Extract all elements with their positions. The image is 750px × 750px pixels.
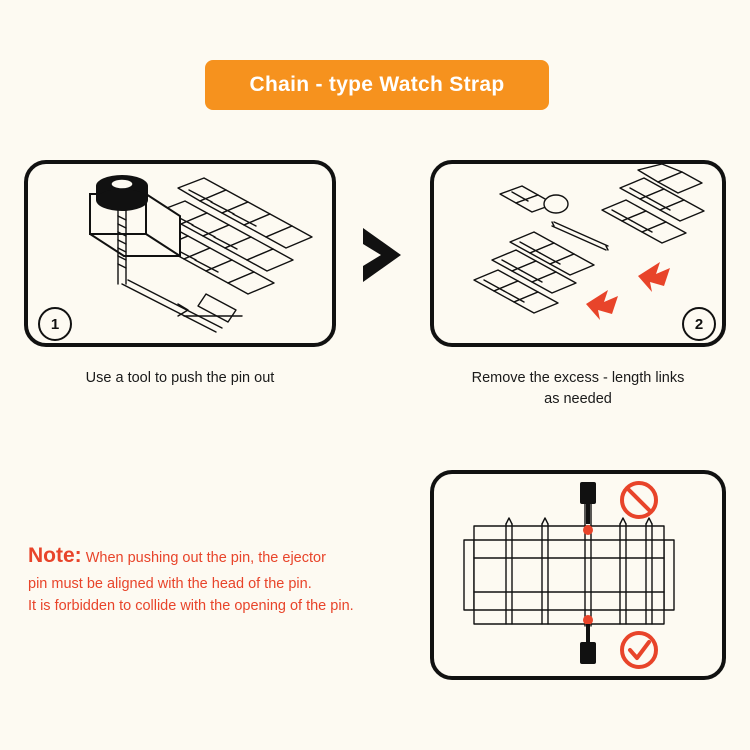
note-lead: Note:	[28, 544, 82, 567]
note-block	[28, 540, 408, 617]
step-2-number: 2	[694, 315, 704, 333]
note-line-1: When pushing out the pin, the ejector	[85, 550, 326, 566]
note-line-3: It is forbidden to collide with the opening of the pin.	[28, 598, 354, 615]
step-1-number: 1	[50, 315, 60, 333]
separation-arrow-icon	[586, 290, 618, 320]
step-2-number-badge	[682, 307, 716, 341]
check-circle-icon	[622, 633, 656, 667]
note-line-2: pin must be aligned with the head of the pin.	[28, 575, 312, 592]
wrong-contact-point	[583, 525, 593, 535]
step-1-illustration	[28, 164, 332, 343]
page-title-badge	[205, 60, 549, 110]
step-2-caption	[424, 368, 732, 410]
correct-contact-point	[583, 615, 593, 625]
step-2-panel	[430, 160, 726, 347]
pin-alignment-detail-panel	[430, 470, 726, 680]
step-1-panel	[24, 160, 336, 347]
step-2-caption-line1: Remove the excess - length links	[471, 370, 685, 386]
step-1-caption: Use a tool to push the pin out	[85, 370, 275, 386]
pin-alignment-illustration	[434, 474, 722, 676]
separation-arrow-icon	[638, 262, 670, 292]
flow-arrow-right-icon	[355, 226, 411, 284]
page-title: Chain - type Watch Strap	[249, 73, 505, 96]
no-entry-icon	[622, 483, 656, 517]
step-2-illustration	[434, 164, 722, 343]
step-1-number-badge	[38, 307, 72, 341]
step-2-caption-line2: as needed	[544, 391, 612, 408]
